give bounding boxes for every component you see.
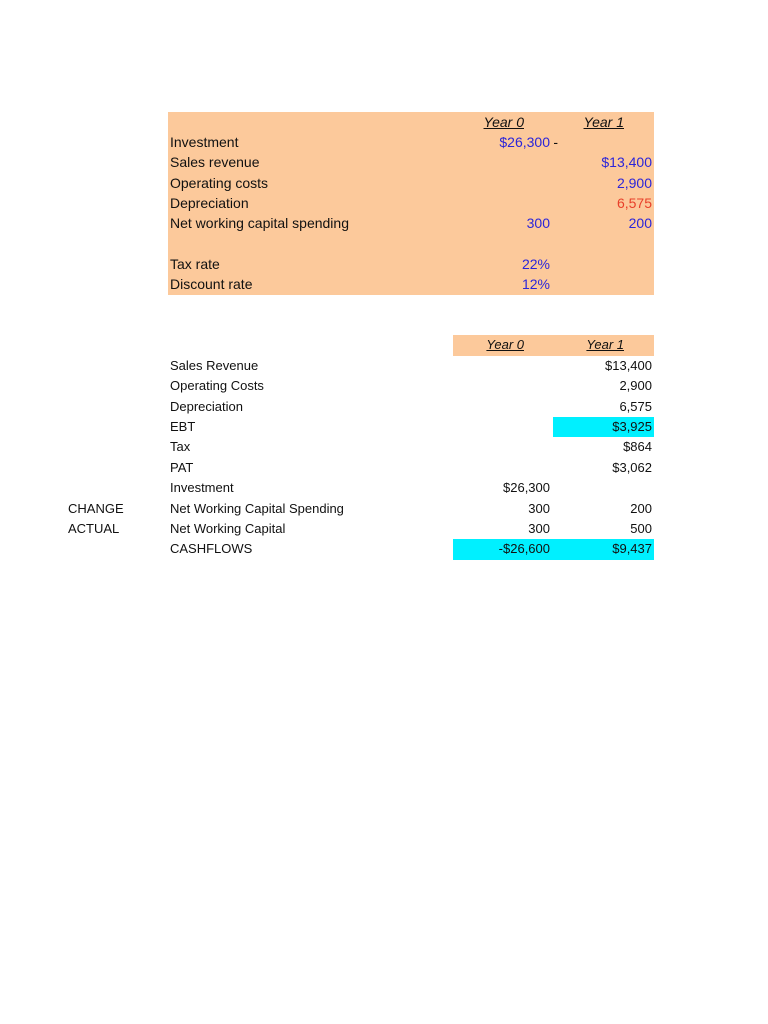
input-row-sales-revenue	[168, 152, 654, 172]
input-label: Discount rate	[170, 276, 253, 292]
input-label: Sales revenue	[170, 154, 260, 170]
calc-label: Investment	[170, 480, 234, 495]
input-label: Depreciation	[170, 195, 249, 211]
input-row-investment	[168, 132, 654, 152]
calc-row-tax	[168, 437, 654, 457]
calc-header-row	[168, 335, 654, 355]
input-value-year1[interactable]: 2,900	[616, 175, 652, 191]
calc-value-year1[interactable]: $13,400	[605, 358, 652, 373]
calc-label: EBT	[170, 419, 196, 434]
input-value-year1[interactable]: 200	[628, 215, 652, 231]
side-label-change: CHANGE	[68, 501, 124, 516]
calc-value-year1[interactable]: 6,575	[619, 399, 652, 414]
discount-rate-value[interactable]: 12%	[521, 276, 550, 292]
calc-row-sales-revenue	[168, 356, 654, 376]
calc-value-year0[interactable]: 300	[528, 501, 550, 516]
input-header-year0: Year 0	[483, 114, 524, 130]
calc-header-year1: Year 1	[586, 337, 624, 352]
side-label-actual: ACTUAL	[68, 521, 120, 536]
input-block	[168, 112, 654, 295]
calc-row-operating-costs	[168, 376, 654, 396]
input-row-operating-costs	[168, 173, 654, 193]
calc-row-ebt	[168, 417, 654, 437]
calc-value-year0[interactable]: -$26,600	[498, 541, 550, 556]
calc-value-year1[interactable]: 500	[630, 521, 652, 536]
calc-row-pat	[168, 458, 654, 478]
input-row-depreciation	[168, 193, 654, 213]
input-row-tax-rate	[168, 254, 654, 274]
input-label: Operating costs	[170, 175, 269, 191]
calc-label: PAT	[170, 460, 194, 475]
calc-header-year0: Year 0	[486, 337, 524, 352]
input-value-year1[interactable]: 6,575	[616, 195, 652, 211]
calc-value-year1[interactable]: $3,062	[612, 460, 652, 475]
input-label: Investment	[170, 134, 239, 150]
calc-label: Operating Costs	[170, 378, 264, 393]
calc-label: Net Working Capital	[170, 521, 286, 536]
calc-value-year1[interactable]: 2,900	[619, 378, 652, 393]
calc-label: Tax	[170, 439, 191, 454]
input-header-year1: Year 1	[583, 114, 624, 130]
input-row-discount-rate	[168, 274, 654, 294]
calc-value-year1[interactable]: 200	[630, 501, 652, 516]
calc-value-year1[interactable]: $9,437	[612, 541, 652, 556]
calc-label: CASHFLOWS	[170, 541, 253, 556]
input-label: Net working capital spending	[170, 215, 349, 231]
calc-row-nwc	[168, 519, 654, 539]
calc-label: Depreciation	[170, 399, 243, 414]
calculation-block	[0, 335, 768, 565]
input-row-nwc-spending	[168, 213, 654, 233]
calc-row-depreciation	[168, 397, 654, 417]
calc-value-year1[interactable]: $864	[623, 439, 652, 454]
calc-label: Sales Revenue	[170, 358, 259, 373]
input-label: Tax rate	[170, 256, 220, 272]
calc-value-year1[interactable]: $3,925	[612, 419, 652, 434]
calc-row-nwc-spending	[168, 499, 654, 519]
tax-rate-value[interactable]: 22%	[521, 256, 550, 272]
calc-value-year0[interactable]: $26,300	[503, 480, 550, 495]
calc-label: Net Working Capital Spending	[170, 501, 344, 516]
calc-row-cashflows	[168, 539, 654, 559]
calc-value-year0[interactable]: 300	[528, 521, 550, 536]
input-header-row	[168, 112, 654, 132]
input-value-year0[interactable]: $26,300	[499, 134, 550, 150]
input-value-year1[interactable]: $13,400	[601, 154, 652, 170]
input-dash: -	[553, 134, 558, 150]
input-value-year0[interactable]: 300	[526, 215, 550, 231]
calc-row-investment	[168, 478, 654, 498]
